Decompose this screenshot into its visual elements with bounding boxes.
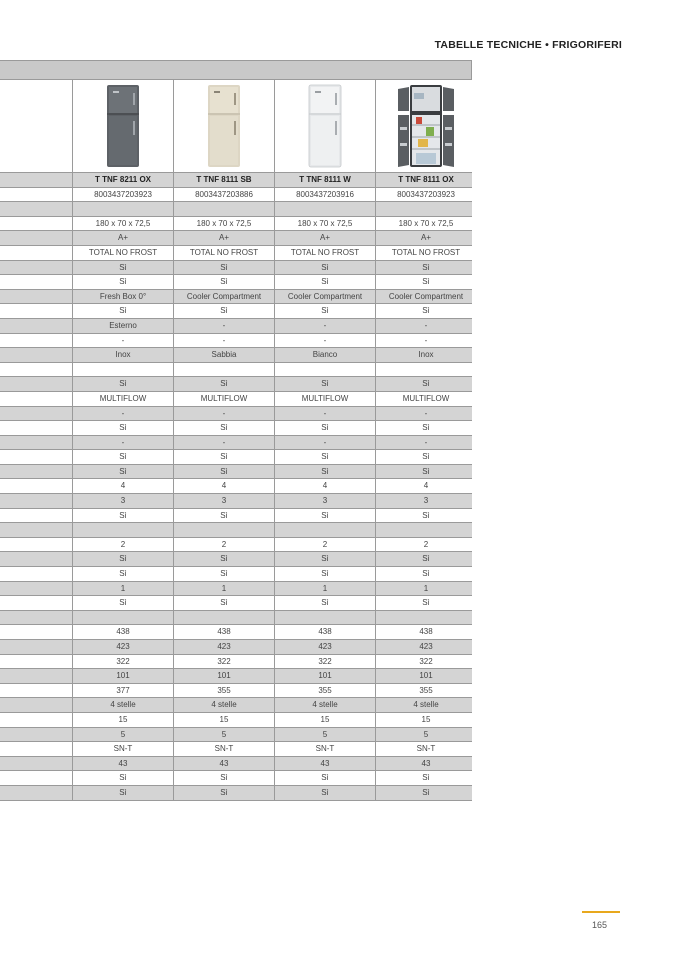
fridge-sand-icon <box>204 83 244 169</box>
table-row <box>0 684 472 699</box>
table-cell <box>72 202 173 216</box>
table-cell: Sì <box>72 304 173 318</box>
table-cell: A+ <box>375 231 476 245</box>
row-label-cell <box>0 669 72 683</box>
table-cell: Sì <box>173 596 274 610</box>
row-label-cell <box>0 290 72 304</box>
row-label-cell <box>0 392 72 406</box>
row-label-cell <box>0 625 72 639</box>
table-cell: Fresh Box 0° <box>72 290 173 304</box>
table-cell: TOTAL NO FROST <box>72 246 173 260</box>
table-cell: Sì <box>72 450 173 464</box>
table-cell: TOTAL NO FROST <box>274 246 375 260</box>
table-row <box>0 786 472 801</box>
row-label-cell <box>0 275 72 289</box>
table-cell: SN-T <box>173 742 274 756</box>
row-label-cell <box>0 640 72 654</box>
table-cell: Sì <box>173 275 274 289</box>
row-label-cell <box>0 202 72 216</box>
table-cell: 423 <box>72 640 173 654</box>
table-cell: Sì <box>72 465 173 479</box>
row-label-cell <box>0 655 72 669</box>
table-cell: 8003437203923 <box>72 188 173 202</box>
table-cell: Sì <box>375 377 476 391</box>
table-cell: 5 <box>72 728 173 742</box>
table-cell: Sì <box>375 771 476 785</box>
row-label-cell <box>0 377 72 391</box>
table-row <box>0 261 472 276</box>
table-cell: Sì <box>72 261 173 275</box>
table-cell: Sì <box>274 552 375 566</box>
table-cell: Sì <box>274 509 375 523</box>
product-image-row <box>0 80 472 173</box>
table-cell <box>375 611 476 625</box>
table-cell: - <box>173 436 274 450</box>
spec-rows <box>0 173 472 801</box>
table-cell: 5 <box>173 728 274 742</box>
table-row <box>0 348 472 363</box>
table-cell: - <box>72 436 173 450</box>
table-row <box>0 304 472 319</box>
table-row <box>0 290 472 305</box>
table-cell <box>274 202 375 216</box>
row-label-cell <box>0 567 72 581</box>
row-label-cell <box>0 538 72 552</box>
table-cell: - <box>375 334 476 348</box>
table-cell: Sì <box>274 465 375 479</box>
table-cell: 43 <box>72 757 173 771</box>
product-image-cell <box>274 80 375 172</box>
table-cell: Sì <box>274 567 375 581</box>
table-cell: - <box>375 407 476 421</box>
table-cell: Cooler Compartment <box>173 290 274 304</box>
table-cell: 2 <box>72 538 173 552</box>
product-image-cell <box>72 80 173 172</box>
page-header: TABELLE TECNICHE • FRIGORIFERI <box>434 39 622 51</box>
table-cell: Sì <box>72 275 173 289</box>
row-label-cell <box>0 348 72 362</box>
table-cell: TOTAL NO FROST <box>375 246 476 260</box>
table-cell: 1 <box>173 582 274 596</box>
table-cell: 4 <box>274 479 375 493</box>
table-row <box>0 655 472 670</box>
table-cell: MULTIFLOW <box>274 392 375 406</box>
fridge-white-icon <box>305 83 345 169</box>
table-cell: 423 <box>173 640 274 654</box>
table-cell: Cooler Compartment <box>274 290 375 304</box>
table-cell: 438 <box>173 625 274 639</box>
table-row <box>0 188 472 203</box>
table-cell: 4 stelle <box>72 698 173 712</box>
table-row <box>0 217 472 232</box>
row-label-cell <box>0 771 72 785</box>
model-name-cell: T TNF 8211 OX <box>72 173 173 187</box>
table-cell: 3 <box>173 494 274 508</box>
table-cell: - <box>274 436 375 450</box>
row-label-cell <box>0 217 72 231</box>
table-cell: Sì <box>72 596 173 610</box>
table-cell: SN-T <box>375 742 476 756</box>
table-row <box>0 392 472 407</box>
table-top-band <box>0 60 472 80</box>
row-label-cell <box>0 173 72 187</box>
table-cell: - <box>173 407 274 421</box>
table-row <box>0 363 472 378</box>
row-label-cell <box>0 611 72 625</box>
row-label-cell <box>0 786 72 800</box>
table-cell: A+ <box>173 231 274 245</box>
table-cell: Sì <box>375 421 476 435</box>
table-cell: - <box>72 334 173 348</box>
row-label-cell <box>0 407 72 421</box>
spec-table <box>0 80 472 801</box>
table-cell: Sì <box>375 465 476 479</box>
table-row <box>0 509 472 524</box>
row-label-cell <box>0 188 72 202</box>
table-cell: Sì <box>173 552 274 566</box>
table-cell: 355 <box>274 684 375 698</box>
table-cell <box>72 523 173 537</box>
table-cell: Sì <box>72 421 173 435</box>
table-cell: 15 <box>72 713 173 727</box>
table-cell: 5 <box>274 728 375 742</box>
table-row <box>0 757 472 772</box>
table-cell: Bianco <box>274 348 375 362</box>
table-cell: Sì <box>375 567 476 581</box>
row-label-cell <box>0 684 72 698</box>
table-row <box>0 538 472 553</box>
table-cell <box>274 611 375 625</box>
table-row <box>0 231 472 246</box>
table-cell: Sì <box>72 771 173 785</box>
table-cell <box>72 363 173 377</box>
table-cell: - <box>173 334 274 348</box>
table-row <box>0 771 472 786</box>
table-cell: - <box>274 319 375 333</box>
fridge-dark-inox-icon <box>103 83 143 169</box>
table-cell: 4 <box>72 479 173 493</box>
page-number: 165 <box>592 920 608 930</box>
row-label-cell <box>0 304 72 318</box>
table-cell: MULTIFLOW <box>72 392 173 406</box>
row-label-cell <box>0 436 72 450</box>
table-cell: Sì <box>375 786 476 800</box>
table-cell: - <box>72 407 173 421</box>
table-cell: Sì <box>375 596 476 610</box>
table-row <box>0 334 472 349</box>
table-row <box>0 713 472 728</box>
table-cell: Sì <box>274 275 375 289</box>
row-label-cell <box>0 713 72 727</box>
table-row <box>0 494 472 509</box>
table-cell: Sì <box>375 552 476 566</box>
table-cell: 322 <box>274 655 375 669</box>
table-row <box>0 742 472 757</box>
table-row <box>0 567 472 582</box>
table-cell: MULTIFLOW <box>375 392 476 406</box>
table-row <box>0 479 472 494</box>
table-row <box>0 450 472 465</box>
table-cell: 43 <box>375 757 476 771</box>
table-cell: 2 <box>274 538 375 552</box>
table-cell <box>375 202 476 216</box>
table-cell: Sì <box>173 465 274 479</box>
table-cell: 101 <box>72 669 173 683</box>
table-cell: Sì <box>173 421 274 435</box>
table-cell: Sì <box>274 421 375 435</box>
table-cell: 423 <box>375 640 476 654</box>
table-row <box>0 669 472 684</box>
table-cell: 43 <box>173 757 274 771</box>
row-label-cell <box>0 479 72 493</box>
table-cell: 101 <box>274 669 375 683</box>
table-cell: Sì <box>72 786 173 800</box>
footer-accent-line <box>582 911 620 913</box>
table-cell: 438 <box>72 625 173 639</box>
table-cell: Sì <box>274 450 375 464</box>
product-image-cell <box>375 80 476 172</box>
table-cell: Sì <box>375 509 476 523</box>
table-cell: 423 <box>274 640 375 654</box>
table-cell: Esterno <box>72 319 173 333</box>
table-cell <box>173 523 274 537</box>
table-cell: Sì <box>274 596 375 610</box>
table-cell: - <box>375 319 476 333</box>
table-cell: 438 <box>274 625 375 639</box>
table-cell: Sì <box>173 771 274 785</box>
table-cell: Inox <box>375 348 476 362</box>
table-cell: 4 stelle <box>274 698 375 712</box>
table-cell: 4 stelle <box>375 698 476 712</box>
table-cell: Sì <box>173 567 274 581</box>
table-cell: Sì <box>375 304 476 318</box>
table-cell: - <box>274 334 375 348</box>
table-cell: Sì <box>173 786 274 800</box>
table-cell: 101 <box>375 669 476 683</box>
table-cell: Sì <box>72 552 173 566</box>
section-header-row <box>0 611 472 626</box>
table-cell: TOTAL NO FROST <box>173 246 274 260</box>
row-label-cell <box>0 698 72 712</box>
table-cell: Sì <box>375 450 476 464</box>
table-cell: Sì <box>72 377 173 391</box>
table-cell <box>274 363 375 377</box>
row-label-cell <box>0 582 72 596</box>
table-row <box>0 377 472 392</box>
table-cell: 4 <box>173 479 274 493</box>
table-row <box>0 421 472 436</box>
row-label-cell <box>0 523 72 537</box>
table-cell: 1 <box>72 582 173 596</box>
table-cell: 43 <box>274 757 375 771</box>
section-header-row <box>0 202 472 217</box>
table-row <box>0 465 472 480</box>
table-cell: SN-T <box>72 742 173 756</box>
table-cell <box>375 523 476 537</box>
row-label-cell <box>0 261 72 275</box>
table-row <box>0 625 472 640</box>
table-cell: Sì <box>72 509 173 523</box>
row-label-cell <box>0 80 72 172</box>
table-row <box>0 319 472 334</box>
table-row <box>0 728 472 743</box>
table-cell: 3 <box>72 494 173 508</box>
row-label-cell <box>0 246 72 260</box>
section-header-row <box>0 523 472 538</box>
table-cell: 8003437203886 <box>173 188 274 202</box>
table-cell: Sì <box>274 261 375 275</box>
row-label-cell <box>0 231 72 245</box>
row-label-cell <box>0 465 72 479</box>
table-cell: 322 <box>173 655 274 669</box>
table-cell: Cooler Compartment <box>375 290 476 304</box>
table-cell: 4 stelle <box>173 698 274 712</box>
table-row <box>0 640 472 655</box>
row-label-cell <box>0 334 72 348</box>
table-cell: 355 <box>173 684 274 698</box>
table-cell: 355 <box>375 684 476 698</box>
model-name-cell: T TNF 8111 OX <box>375 173 476 187</box>
row-label-cell <box>0 757 72 771</box>
row-label-cell <box>0 742 72 756</box>
table-cell: 3 <box>375 494 476 508</box>
table-cell: A+ <box>72 231 173 245</box>
table-cell: Sì <box>173 509 274 523</box>
table-cell: 322 <box>375 655 476 669</box>
table-cell: 377 <box>72 684 173 698</box>
table-cell: 15 <box>375 713 476 727</box>
table-cell: Sì <box>173 261 274 275</box>
table-cell: Sì <box>173 450 274 464</box>
table-cell <box>375 363 476 377</box>
table-cell: 5 <box>375 728 476 742</box>
table-cell: - <box>173 319 274 333</box>
table-cell: - <box>375 436 476 450</box>
row-label-cell <box>0 596 72 610</box>
table-cell: 180 x 70 x 72,5 <box>274 217 375 231</box>
table-cell: Sì <box>173 377 274 391</box>
table-row <box>0 436 472 451</box>
table-cell <box>173 363 274 377</box>
table-row <box>0 582 472 597</box>
row-label-cell <box>0 728 72 742</box>
table-cell: A+ <box>274 231 375 245</box>
table-row <box>0 246 472 261</box>
table-cell: 438 <box>375 625 476 639</box>
row-label-cell <box>0 450 72 464</box>
model-name-cell: T TNF 8111 W <box>274 173 375 187</box>
table-cell <box>72 611 173 625</box>
fridge-open-inox-icon <box>396 83 456 169</box>
table-cell: Sì <box>274 786 375 800</box>
table-cell: 180 x 70 x 72,5 <box>72 217 173 231</box>
table-cell: Sì <box>173 304 274 318</box>
table-cell <box>173 611 274 625</box>
table-row <box>0 275 472 290</box>
table-cell: 2 <box>173 538 274 552</box>
product-image-cell <box>173 80 274 172</box>
table-row <box>0 596 472 611</box>
table-cell <box>173 202 274 216</box>
table-cell: 8003437203923 <box>375 188 476 202</box>
table-row <box>0 552 472 567</box>
table-cell: Sabbia <box>173 348 274 362</box>
table-cell: - <box>274 407 375 421</box>
table-row <box>0 698 472 713</box>
table-cell: 180 x 70 x 72,5 <box>375 217 476 231</box>
table-row <box>0 407 472 422</box>
table-cell: 2 <box>375 538 476 552</box>
table-cell: 1 <box>274 582 375 596</box>
table-cell: Sì <box>375 261 476 275</box>
table-cell: 1 <box>375 582 476 596</box>
table-cell: 101 <box>173 669 274 683</box>
table-cell: 8003437203916 <box>274 188 375 202</box>
row-label-cell <box>0 319 72 333</box>
row-label-cell <box>0 552 72 566</box>
row-label-cell <box>0 421 72 435</box>
table-cell: 322 <box>72 655 173 669</box>
table-cell: SN-T <box>274 742 375 756</box>
table-cell: Sì <box>72 567 173 581</box>
table-cell: 15 <box>274 713 375 727</box>
table-cell: Sì <box>375 275 476 289</box>
table-cell: Inox <box>72 348 173 362</box>
table-cell: 180 x 70 x 72,5 <box>173 217 274 231</box>
table-cell: Sì <box>274 377 375 391</box>
row-label-cell <box>0 494 72 508</box>
table-cell: Sì <box>274 771 375 785</box>
table-cell: 3 <box>274 494 375 508</box>
table-cell <box>274 523 375 537</box>
table-cell: MULTIFLOW <box>173 392 274 406</box>
model-name-cell: T TNF 8111 SB <box>173 173 274 187</box>
row-label-cell <box>0 363 72 377</box>
table-cell: 15 <box>173 713 274 727</box>
row-label-cell <box>0 509 72 523</box>
model-row <box>0 173 472 188</box>
table-cell: 4 <box>375 479 476 493</box>
table-cell: Sì <box>274 304 375 318</box>
